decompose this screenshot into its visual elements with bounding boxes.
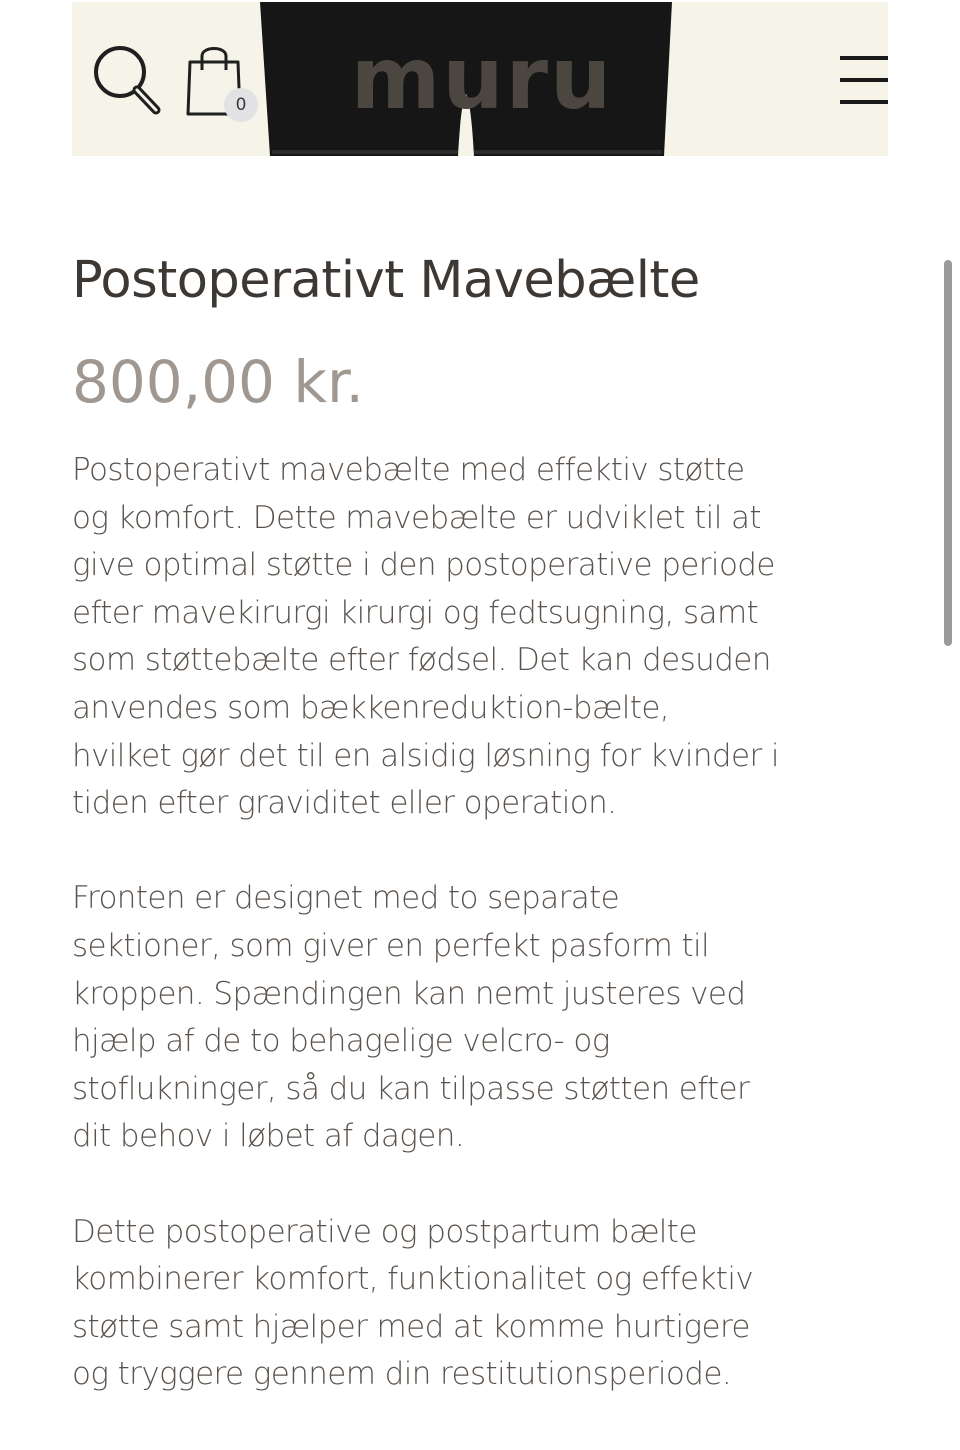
page-scrollbar[interactable] (944, 260, 952, 646)
description-line: Postoperativt mavebælte med effektiv støtte (72, 452, 745, 488)
description-paragraph (72, 447, 902, 828)
search-button[interactable] (90, 42, 164, 118)
search-icon (90, 42, 164, 118)
description-paragraph (72, 875, 902, 1161)
description-line: dit behov i løbet af dagen. (72, 1118, 465, 1155)
description-line: efter mavekirurgi kirurgi og fedtsugning, samt (72, 594, 759, 631)
product-price: 800,00 kr. (72, 348, 364, 416)
description-line: og komfort. Dette mavebælte er udviklet til at (72, 499, 761, 536)
description-line: og tryggere gennem din restitutionsperiode. (72, 1356, 732, 1393)
product-description (72, 447, 902, 1446)
description-line: anvendes som bækkenreduktion-bælte, (72, 689, 670, 726)
cart-count-badge: 0 (224, 88, 258, 122)
description-line: kombinerer komfort, funktionalitet og effektiv (72, 1261, 754, 1298)
description-line: Fronten er designet med to separate (72, 880, 620, 917)
description-line: Dette postoperative og postpartum bælte (72, 1213, 697, 1250)
description-paragraph (72, 1209, 902, 1399)
site-header (72, 2, 888, 156)
description-line: sektioner, som giver en perfekt pasform til (72, 927, 710, 964)
description-line: som støttebælte efter fødsel. Det kan desuden (72, 642, 771, 679)
description-line: hvilket gør det til en alsidig løsning for kvinder i (72, 737, 779, 774)
menu-button[interactable] (836, 54, 888, 106)
product-title: Postoperativt Mavebælte (72, 251, 700, 310)
description-line: kroppen. Spændingen kan nemt justeres ved (72, 975, 746, 1012)
brand-logo[interactable]: muru (350, 29, 614, 129)
description-line: give optimal støtte i den postoperative periode (72, 547, 775, 584)
cart-button[interactable] (184, 40, 260, 126)
description-line: stoflukninger, så du kan tilpasse støtten efter (72, 1070, 750, 1107)
description-line: støtte samt hjælper med at komme hurtigere (72, 1308, 750, 1345)
description-line: hjælp af de to behagelige velcro- og (72, 1023, 610, 1060)
description-line: tiden efter graviditet eller operation. (72, 785, 617, 822)
